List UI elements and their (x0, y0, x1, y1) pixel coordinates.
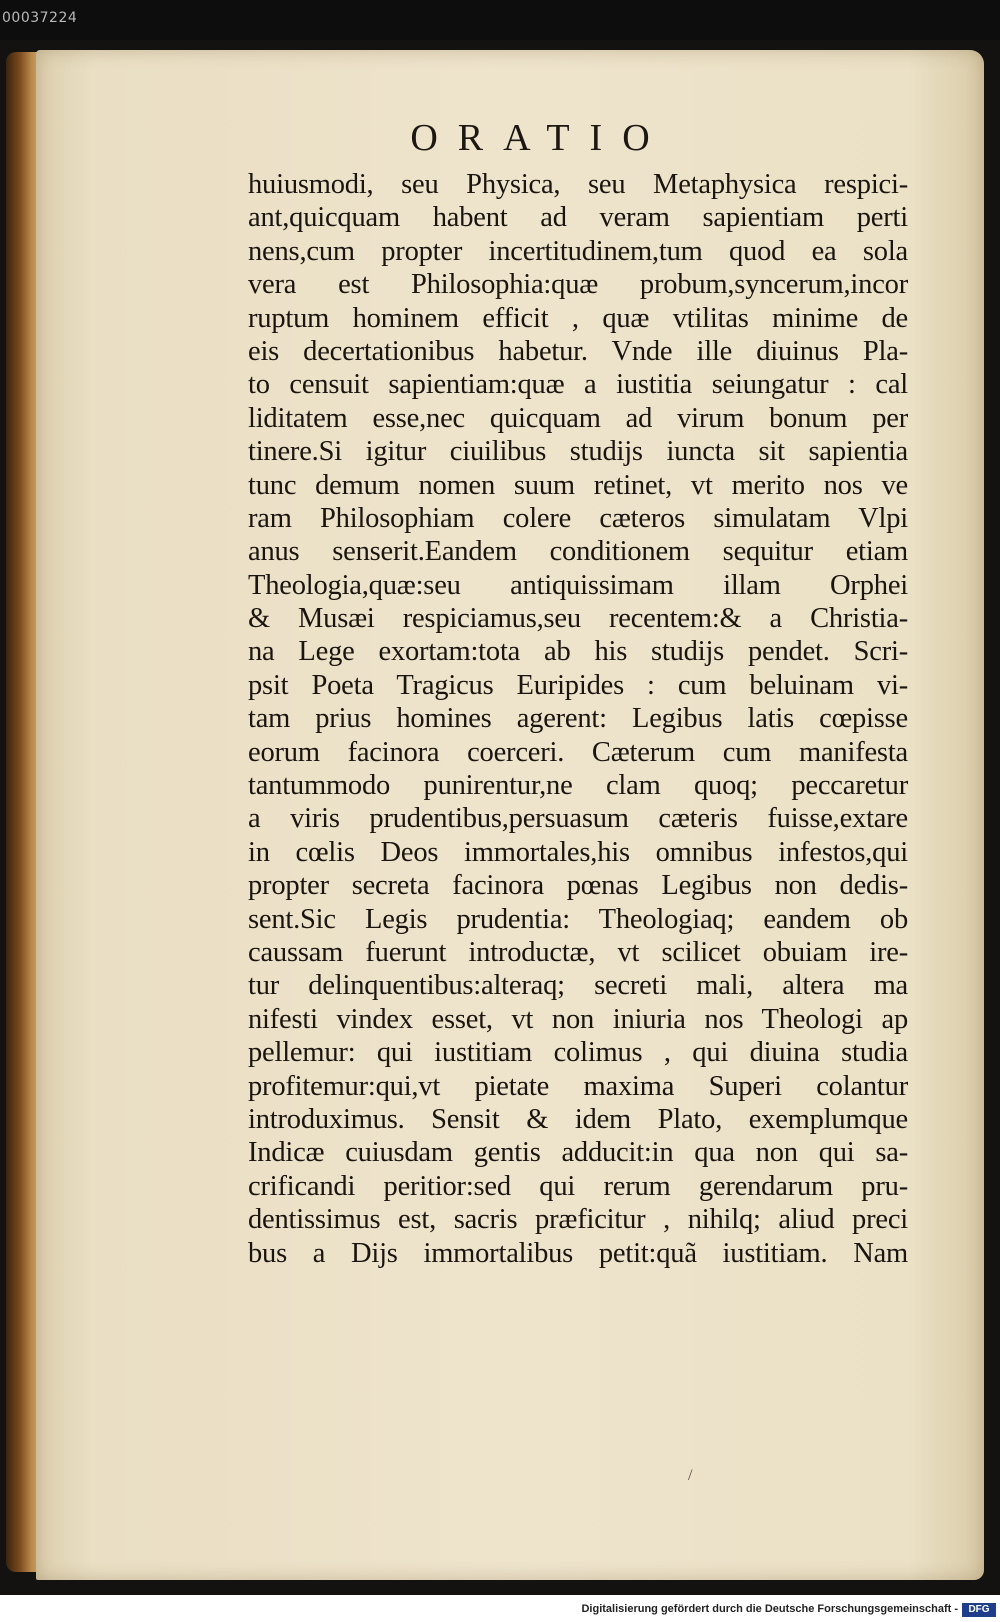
text-line: to censuit sapientiam:quæ a iustitia seiungatur : cal (248, 369, 908, 401)
text-line: anus senserit.Eandem conditionem sequitur etiam (248, 536, 908, 568)
text-line: huiusmodi, seu Physica, seu Metaphysica respici- (248, 169, 908, 200)
text-line: tantummodo punirentur,ne clam quoq; peccaretur (248, 770, 908, 802)
text-line: nifesti vindex esset, vt non iniuria nos Theologi ap (248, 1003, 908, 1035)
book-page (36, 50, 984, 1580)
text-line: a viris prudentibus,persuasum cæteris fuisse,extare (248, 803, 908, 835)
text-line: eorum facinora coerceri. Cæterum cum manifesta (248, 736, 908, 768)
footer-credit-bar (0, 1600, 1000, 1622)
text-line: tunc demum nomen suum retinet, vt merito nos ve (248, 469, 908, 501)
book-fore-edge (6, 52, 40, 1572)
dfg-logo: DFG (962, 1603, 996, 1617)
text-line: tur delinquentibus:alteraq; secreti mali, altera ma (248, 970, 908, 1002)
scan-id-label: 00037224 (2, 10, 78, 26)
text-line: dentissimus est, sacris præficitur , nihilq; aliud preci (248, 1204, 908, 1236)
text-line: psit Poeta Tragicus Euripides : cum beluinam vi- (248, 669, 908, 701)
text-line: eis decertationibus habetur. Vnde ille diuinus Pla- (248, 335, 908, 367)
text-line: & Musæi respiciamus,seu recentem:& a Christia- (248, 603, 908, 635)
text-line: pellemur: qui iustitiam colimus , qui diuina studia (248, 1037, 908, 1069)
text-line: introduximus. Sensit & idem Plato, exemplumque (248, 1103, 908, 1135)
text-line: in cœlis Deos immortales,his omnibus infestos,qui (248, 836, 908, 868)
body-text-block (248, 168, 908, 1270)
running-head: ORATIO (410, 117, 670, 159)
text-line: crificandi peritior:sed qui rerum gerendarum pru- (248, 1170, 908, 1202)
text-line: ruptum hominem efficit , quæ vtilitas minime de (248, 302, 908, 334)
text-line: liditatem esse,nec quicquam ad virum bonum per (248, 402, 908, 434)
text-line: caussam fuerunt introductæ, vt scilicet obuiam ire- (248, 936, 908, 968)
text-line: profitemur:qui,vt pietate maxima Superi colantur (248, 1070, 908, 1102)
text-line: ram Philosophiam colere cæteros simulatam Vlpi (248, 502, 908, 534)
text-line: vera est Philosophia:quæ probum,syncerum,incor (248, 269, 908, 301)
text-line: Theologia,quæ:seu antiquissimam illam Orphei (248, 569, 908, 601)
text-line: bus a Dijs immortalibus petit:quã iustitiam. Nam (248, 1237, 908, 1269)
text-line: tinere.Si igitur ciuilibus studijs iuncta sit sapientia (248, 436, 908, 468)
text-line: na Lege exortam:tota ab his studijs pendet. Scri- (248, 636, 908, 668)
funding-credit-text: Digitalisierung gefördert durch die Deutsche Forschungsgemeinschaft - (581, 1603, 958, 1615)
stray-ink-mark: / (688, 1467, 693, 1484)
text-line: ant,quicquam habent ad veram sapientiam perti (248, 202, 908, 234)
text-line: propter secreta facinora pœnas Legibus non dedis- (248, 870, 908, 902)
text-line: Indicæ cuiusdam gentis adducit:in qua non qui sa- (248, 1137, 908, 1169)
text-line: sent.Sic Legis prudentia: Theologiaq; eandem ob (248, 903, 908, 935)
text-line: nens,cum propter incertitudinem,tum quod ea sola (248, 235, 908, 267)
text-line: tam prius homines agerent: Legibus latis cœpisse (248, 703, 908, 735)
